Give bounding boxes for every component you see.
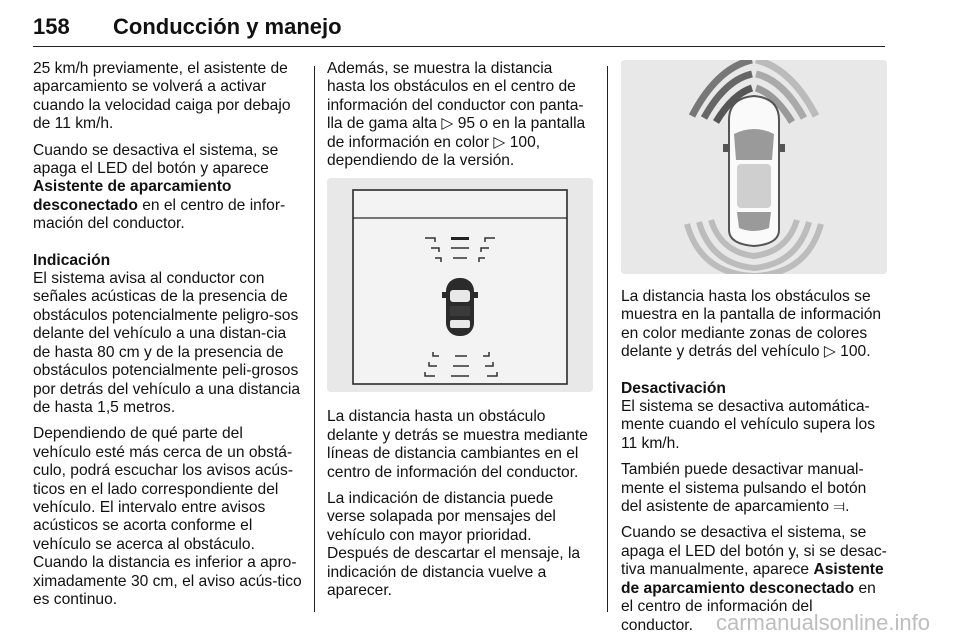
header-rule (33, 46, 885, 47)
column-divider-1 (314, 66, 315, 612)
paragraph-warning-interval: Dependiendo de qué parte del vehículo esté más cerca de un obstá‐culo, podrá escuchar los avisos acús‐ticos en el lado correspondiente del vehículo. El intervalo entre avisos acústicos se acorta conforme el vehículo se acerca al obstáculo. Cuando la distancia es inferior a apro‐ximadamente 30 cm, el aviso acús‐tico es continuo. (33, 425, 302, 608)
text-run: en el centro de infor‐mación del conductor. (33, 196, 286, 233)
paragraph-reactivation: 25 km/h previamente, el asistente de aparcamiento se volverá a activar cuando la velocidad caiga por debajo de 11 km/h. (33, 60, 291, 133)
paragraph-driver-info-display: Además, se muestra la distancia hasta los obstáculos en el centro de información del conductor con panta‐lla de gama alta ▷ 95 o en la pantalla de información en color ▷ 100, dependiendo de la versión. (327, 60, 586, 170)
text-run: Cuando se desactiva el sistema, se apaga el LED del botón y, si se desac‐tiva manualmente, aparece (621, 524, 887, 579)
paragraph-distance-lines: La distancia hasta un obstáculo delante y detrás se muestra mediante líneas de distancia cambiantes en el centro de información del conductor. (327, 408, 588, 481)
paragraph-deactivated-led (33, 142, 305, 234)
page-header (33, 6, 885, 46)
paragraph-color-zones: La distancia hasta los obstáculos se muestra en la pantalla de información en color mediante zonas de colores delante y detrás del vehículo ▷ 100. (621, 288, 882, 361)
paragraph-auto-deactivation: El sistema se desactiva automática‐mente cuando el vehículo supera los 11 km/h. (621, 398, 875, 452)
parking-zones-illustration (621, 60, 887, 274)
column-1 (33, 60, 305, 617)
bold-message: Asistente de aparcamiento desconectado (621, 561, 884, 597)
paragraph-manual-deactivation: También puede desactivar manual‐mente el sistema pulsando el botón del asistente de aparcamiento ⫤. (621, 461, 867, 516)
text-run: Cuando se desactiva el sistema, se apaga el LED del botón y aparece (33, 141, 279, 178)
chapter-title: Conducción y manejo (113, 14, 342, 39)
heading-indicacion: Indicación (33, 251, 111, 269)
paragraph-overlap-messages: La indicación de distancia puede verse solapada por mensajes del vehículo con mayor prioridad. Después de descartar el mensaje, la indicación de distancia vuelve a aparecer. (327, 490, 581, 600)
car-top-view (442, 278, 478, 336)
column-2 (327, 60, 593, 609)
car-top-view (723, 96, 785, 246)
text-run: en el centro de información del conductor. (621, 579, 876, 634)
bold-message: Asistente de aparcamiento desconectado (33, 178, 232, 214)
driver-info-parking-figure (327, 178, 593, 392)
column-divider-2 (607, 66, 608, 612)
watermark: carmanualsonline.info (715, 610, 930, 635)
paragraph-acoustic-signals: El sistema avisa al conductor con señales acústicas de la presencia de obstáculos potencialmente peligro‐sos delante del vehículo a una distan‐cia de hasta 80 cm y de la presencia de obstáculos potencialmente peli‐grosos por detrás del vehículo a una distancia de hasta 1,5 metros. (33, 270, 300, 416)
page-number: 158 (33, 14, 70, 39)
column-3 (621, 60, 887, 643)
heading-desactivacion: Desactivación (621, 379, 726, 397)
parking-display-illustration (327, 178, 593, 392)
color-info-parking-figure (621, 60, 887, 274)
